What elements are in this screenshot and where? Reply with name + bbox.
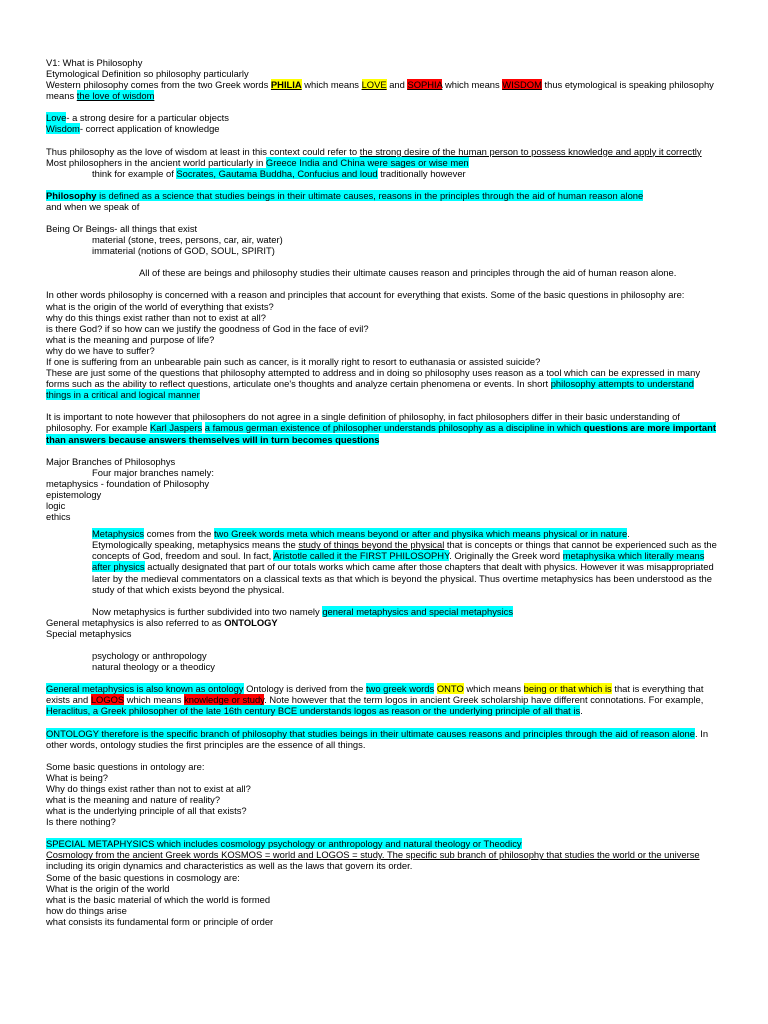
text-line xyxy=(46,500,718,511)
text-line xyxy=(46,683,718,716)
highlighted-text: Heraclitus, a Greek philosopher of the late 16th century BCE understands logos as reason or the underlying principle of all that is xyxy=(46,705,581,717)
text-span: what is the meaning and purpose of life? xyxy=(46,333,215,345)
highlighted-text: general metaphysics and special metaphysics xyxy=(322,605,514,617)
text-line xyxy=(46,168,718,179)
document-page xyxy=(46,57,718,927)
text-span: which means xyxy=(301,79,362,91)
text-span: metaphysics - foundation of Philosophy xyxy=(46,477,210,489)
paragraph-gap xyxy=(46,212,718,223)
text-span: how do things arise xyxy=(46,904,127,916)
text-span: the strong desire of the human person to possess knowledge and apply it correctly xyxy=(359,145,702,157)
text-line xyxy=(46,539,718,594)
text-span: What is the origin of the world xyxy=(46,882,170,894)
text-span: why do this things exist rather than not to exist at all? xyxy=(46,311,266,323)
text-line xyxy=(46,79,718,101)
highlighted-text: Karl Jaspers xyxy=(150,422,203,434)
text-span: thus etymological is speaking philosophy means xyxy=(46,79,714,102)
text-line xyxy=(46,123,718,134)
highlighted-text: SOPHIA xyxy=(407,79,443,91)
paragraph-gap xyxy=(46,278,718,289)
paragraph-gap xyxy=(46,256,718,267)
paragraph-gap xyxy=(46,595,718,606)
text-span: ethics xyxy=(46,511,71,523)
text-span: ONTOLOGY xyxy=(224,616,278,628)
highlighted-text: questions are more important than answers because answers themselves will in turn becomes questions xyxy=(46,422,716,445)
text-span: Etymological Definition so philosophy particularly xyxy=(46,68,249,80)
text-line xyxy=(46,772,718,783)
text-span: material (stone, trees, persons, car, air, water) xyxy=(92,234,283,246)
text-line xyxy=(46,728,718,750)
paragraph-gap xyxy=(46,400,718,411)
text-line xyxy=(46,334,718,345)
text-line xyxy=(46,628,718,639)
highlighted-text: Socrates, Gautama Buddha, Confucius and loud xyxy=(176,167,378,179)
highlighted-text: ONTO xyxy=(436,683,464,695)
text-span: think for example of xyxy=(92,167,177,179)
text-span: If one is suffering from an unbearable pain such as cancer, is it morally right to resort to euthanasia or assisted suicide? xyxy=(46,355,541,367)
highlighted-text: two greek words xyxy=(365,683,435,695)
text-line xyxy=(46,356,718,367)
text-span: - correct application of knowledge xyxy=(79,123,220,135)
highlighted-text: LOGOS xyxy=(90,694,125,706)
text-line xyxy=(46,872,718,883)
text-line xyxy=(46,223,718,234)
text-line xyxy=(46,838,718,849)
text-line xyxy=(46,112,718,123)
highlighted-text: General metaphysics is also known as ontology xyxy=(46,683,244,695)
text-line xyxy=(46,68,718,79)
highlighted-text: philosophy attempts to understand things in a critical and logical manner xyxy=(46,378,695,401)
text-span: which means xyxy=(463,683,524,695)
text-line xyxy=(46,456,718,467)
text-line xyxy=(46,367,718,400)
text-span: actually designated that part of our totals works which came after those chapters that dealt with physics. However it was misappropriated later by the medieval commentators on a classical texts as that which is beyond the physical. Thus overtime metaphysics has been understood as the study of that which exists beyond the physical. xyxy=(92,561,714,595)
text-line xyxy=(46,345,718,356)
highlighted-text: being or that which is xyxy=(523,683,612,695)
text-span: In other words philosophy is concerned with a reason and principles that account for everything that exists. Some of the basic questions in philosophy are: xyxy=(46,289,685,301)
text-line xyxy=(46,916,718,927)
highlighted-text: SPECIAL METAPHYSICS which includes cosmology psychology or anthropology and natural theology or Theodicy xyxy=(46,838,522,850)
text-span: epistemology xyxy=(46,488,102,500)
highlighted-text: the love of wisdom xyxy=(76,90,155,102)
text-span: Some basic questions in ontology are: xyxy=(46,760,205,772)
text-span: and when we speak of xyxy=(46,200,140,212)
text-span: Cosmology from the ancient Greek words KOSMOS = world and LOGOS = study. The specific sub branch of philosophy that studies the world or the universe xyxy=(46,849,700,861)
text-span: These are just some of the questions that philosophy attempted to address and in doing so philosophy uses reason as a tool which can be expressed in many forms such as the ability to reflect questions, articulate one's thoughts and analyze certain phenomena or events. In short xyxy=(46,367,701,390)
text-span: that is everything that exists and xyxy=(46,683,704,706)
highlighted-text: Philosophy xyxy=(46,189,97,201)
text-span: Four major branches namely: xyxy=(92,466,214,478)
text-span: Some of the basic questions in cosmology are: xyxy=(46,871,240,883)
paragraph-gap xyxy=(46,827,718,838)
text-span: Major Branches of Philosophys xyxy=(46,455,176,467)
text-span: study of things beyond the physical xyxy=(298,539,445,551)
text-span: V1: What is Philosophy xyxy=(46,57,143,68)
text-span: All of these are beings and philosophy studies their ultimate causes reason and principles through the aid of human reason alone. xyxy=(139,267,677,279)
text-line xyxy=(46,267,718,278)
paragraph-gap xyxy=(46,179,718,190)
text-line xyxy=(46,157,718,168)
text-line xyxy=(46,301,718,312)
highlighted-text: two Greek words meta which means beyond or after and physika which means physical or in nature xyxy=(213,528,628,540)
highlighted-text: metaphysika which literally means after physics xyxy=(92,550,705,573)
text-span: Now metaphysics is further subdivided into two namely xyxy=(92,605,323,617)
text-line xyxy=(46,849,718,871)
paragraph-gap xyxy=(46,717,718,728)
text-span: Ontology is derived from the xyxy=(243,683,366,695)
text-line xyxy=(46,894,718,905)
highlighted-text: Metaphysics xyxy=(92,528,145,540)
text-line xyxy=(46,783,718,794)
text-line xyxy=(46,234,718,245)
text-line xyxy=(46,794,718,805)
paragraph-gap xyxy=(46,445,718,456)
highlighted-text: Love xyxy=(46,112,67,124)
text-line xyxy=(46,905,718,916)
text-span: . In other words, ontology studies the first principles are the essence of all things. xyxy=(46,727,709,750)
highlighted-text: Greece India and China were sages or wise men xyxy=(265,156,469,168)
text-line xyxy=(46,289,718,300)
text-span: why do we have to suffer? xyxy=(46,344,155,356)
text-line xyxy=(46,606,718,617)
text-span: . xyxy=(627,528,630,540)
text-span: Special metaphysics xyxy=(46,627,132,639)
highlighted-text: knowledge or study xyxy=(184,694,265,706)
text-span: that is concepts or things that cannot be experienced such as the concepts of God, freedom and soul. In fact, xyxy=(92,539,717,562)
text-span: Is there nothing? xyxy=(46,816,116,828)
text-span: what is the origin of the world of everything that exists? xyxy=(46,300,274,312)
text-span: is there God? if so how can we justify the goodness of God in the face of evil? xyxy=(46,322,369,334)
text-span: which means xyxy=(124,694,185,706)
text-span: Why do things exist rather than not to exist at all? xyxy=(46,782,251,794)
text-span: and xyxy=(386,79,408,91)
text-span: logic xyxy=(46,500,66,511)
highlighted-text: WISDOM xyxy=(502,79,542,91)
highlighted-text: a famous german existence of philosopher understands philosophy as a discipline in which xyxy=(204,422,584,434)
text-span: What is being? xyxy=(46,771,109,783)
text-span: General metaphysics is also referred to as xyxy=(46,616,225,628)
highlighted-text: LOVE xyxy=(361,79,387,91)
paragraph-gap xyxy=(46,101,718,112)
text-line xyxy=(46,245,718,256)
text-line xyxy=(46,511,718,522)
text-line xyxy=(46,323,718,334)
highlighted-text: PHILIA xyxy=(270,79,302,91)
text-span: Western philosophy comes from the two Greek words xyxy=(46,79,271,91)
text-line xyxy=(46,146,718,157)
text-span: natural theology or a theodicy xyxy=(92,661,215,673)
text-line xyxy=(46,489,718,500)
text-span: what is the underlying principle of all that exists? xyxy=(46,805,247,817)
text-line xyxy=(46,816,718,827)
text-line xyxy=(46,57,718,68)
text-span: Etymologically speaking, metaphysics means the xyxy=(92,539,299,551)
text-line xyxy=(46,411,718,444)
text-span: . xyxy=(580,705,583,717)
highlighted-text: ONTOLOGY therefore is the specific branch of philosophy that studies beings in their ultimate causes reasons and principles through the aid of reason alone xyxy=(46,727,695,739)
text-span: Thus philosophy as the love of wisdom at least in this context could refer to xyxy=(46,145,360,157)
text-span: what is the meaning and nature of reality? xyxy=(46,793,221,805)
text-line xyxy=(46,761,718,772)
text-span: - a strong desire for a particular objects xyxy=(66,112,229,124)
text-span: what consists its fundamental form or principle of order xyxy=(46,915,274,927)
text-span: immaterial (notions of GOD, SOUL, SPIRIT) xyxy=(92,245,275,257)
text-span: traditionally however xyxy=(377,167,466,179)
text-span: including its origin dynamics and characteristics as well as the laws that govern its order. xyxy=(46,860,413,872)
paragraph-gap xyxy=(46,750,718,761)
text-line xyxy=(46,312,718,323)
text-span: psychology or anthropology xyxy=(92,650,207,662)
paragraph-gap xyxy=(46,639,718,650)
text-span: which means xyxy=(442,79,503,91)
text-span: Being Or Beings- all things that exist xyxy=(46,223,198,235)
text-span: . Originally the Greek word xyxy=(449,550,563,562)
text-span: Most philosophers in the ancient world particularly in xyxy=(46,156,266,168)
paragraph-gap xyxy=(46,672,718,683)
text-line xyxy=(46,467,718,478)
text-line xyxy=(46,478,718,489)
text-line xyxy=(46,617,718,628)
text-span: It is important to note however that philosophers do not agree in a single definition of philosophy, in fact philosophers differ in their basic understanding of philosophy. For example xyxy=(46,411,680,434)
highlighted-text: Wisdom xyxy=(46,123,80,135)
paragraph-gap xyxy=(46,135,718,146)
text-line xyxy=(46,201,718,212)
text-span: what is the basic material of which the world is formed xyxy=(46,893,271,905)
text-span: . Note however that the term logos in ancient Greek scholarship have different connotations. For example, xyxy=(264,694,704,706)
text-line xyxy=(46,805,718,816)
text-line xyxy=(46,190,718,201)
text-line xyxy=(46,883,718,894)
text-line xyxy=(46,650,718,661)
highlighted-text: is defined as a science that studies beings in their ultimate causes, reasons in the principles through the aid of human reason alone xyxy=(96,189,644,201)
text-line xyxy=(46,528,718,539)
highlighted-text: Aristotle called it the FIRST PHILOSOPHY xyxy=(273,550,450,562)
text-span: comes from the xyxy=(144,528,214,540)
text-line xyxy=(46,661,718,672)
